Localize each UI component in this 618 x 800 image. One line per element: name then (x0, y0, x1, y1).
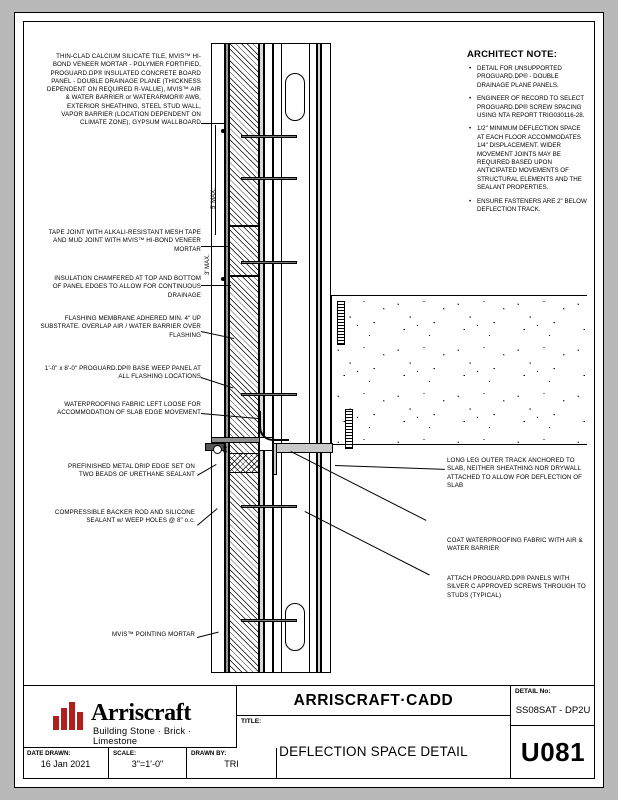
scale-label: SCALE: (113, 750, 137, 757)
callout-coat-fabric: COAT WATERPROOFING FABRIC WITH AIR & WATER BARRIER (447, 537, 583, 553)
backer-rod (213, 445, 222, 454)
track-leg (273, 443, 277, 475)
stud-line-d (309, 451, 310, 673)
stud-punchout-top (285, 73, 305, 121)
stud-punchout-bottom (285, 603, 305, 651)
callout-waterproofing-fabric: WATERPROOFING FABRIC LEFT LOOSE FOR ACCOMMODATION OF SLAB EDGE MOVEMENT (57, 401, 201, 417)
detail-no-label: DETAIL No: (515, 688, 551, 695)
blank-cell (277, 748, 511, 778)
dimension-5ft-max: 5' MAX. (211, 188, 217, 209)
callout-tape-joint: TAPE JOINT WITH ALKALI-RESISTANT MESH TAPE AND MUD JOINT WITH MVIS™ HI-BOND VENEER MORTAR (48, 229, 201, 253)
panel-joint-chamfer (229, 225, 259, 227)
panel-screw-4 (241, 393, 297, 396)
scale-value: 3"=1'-0" (131, 759, 164, 769)
base-weep-panel (229, 453, 259, 473)
scale-cell (109, 748, 187, 778)
waterproofing-fabric (259, 411, 289, 441)
cadd-cell (237, 686, 511, 716)
cadd-label: ARRISCRAFT·CADD (293, 692, 454, 709)
dimension-half-inch: 1/2" (223, 443, 229, 453)
title-block (23, 685, 595, 779)
detail-no-value: SS08SAT - DP2U (515, 705, 591, 716)
date-drawn-value: 16 Jan 2021 (40, 759, 91, 769)
panel-screw-6 (241, 619, 297, 622)
dim-dot-mid (221, 277, 225, 281)
callout-base-weep-panel: 1'-0" x 8'-0" PROGUARD.DP® BASE WEEP PANEL AT ALL FLASHING LOCATIONS (44, 365, 201, 381)
arriscraft-logo-icon (53, 702, 83, 730)
detail-no-cell (511, 686, 595, 726)
leader-2 (201, 246, 229, 247)
panel-screw-2 (241, 177, 297, 180)
detail-title-value: DEFLECTION SPACE DETAIL (279, 744, 468, 759)
drawn-by-value: TRI (224, 759, 239, 769)
stud-line-a (281, 43, 282, 443)
dim-dot-top (221, 129, 225, 133)
architect-note-item: • 1/2" MINIMUM DEFLECTION SPACE AT EACH FLOOR ACCOMMODATES 1/4" DISPLACEMENT. WIDER MOVEMENT JOINTS MAY BE REQUIRED BASED UPON ANTICIPATED MOVEMENTS OF STRUCTURAL ELEMENTS AND THE SEALANT PROPERTIES. (477, 125, 587, 192)
aggregate-triangle (371, 323, 379, 329)
callout-pointing-mortar: MVIS™ POINTING MORTAR (112, 631, 195, 638)
sheet-no-cell (511, 726, 595, 778)
stud-line-c (281, 451, 282, 673)
deflection-track (273, 443, 333, 453)
stud-line-b (309, 43, 310, 443)
logo-cell (23, 686, 237, 748)
concrete-aggregate (331, 295, 587, 445)
title-label: TITLE: (241, 718, 262, 725)
callout-long-leg-track: LONG LEG OUTER TRACK ANCHORED TO SLAB, NEITHER SHEATHING NOR DRYWALL ATTACHED TO ALLOW FOR DEFLECTION OF SLAB (447, 457, 583, 489)
brand-tagline: Building Stone · Brick · Limestone (93, 726, 192, 746)
architect-note-list (467, 65, 587, 215)
drawn-by-label: DRAWN BY: (191, 750, 227, 757)
callout-drip-edge: PREFINISHED METAL DRIP EDGE SET ON TWO BEADS OF URETHANE SEALANT (68, 463, 195, 479)
panel-screw-1 (241, 135, 297, 138)
panel-joint-chamfer-2 (229, 275, 259, 277)
brand-name: Arriscraft (91, 700, 191, 726)
callout-backer-rod: COMPRESSIBLE BACKER ROD AND SILICONE SEALANT w/ WEEP HOLES @ 8" o.c. (54, 509, 195, 525)
architect-note-item: • ENSURE FASTENERS ARE 2" BELOW DEFLECTION TRACK. (477, 198, 587, 215)
architect-note-title: ARCHITECT NOTE: (467, 49, 558, 60)
dimension-3ft-max: 3' MAX. (205, 254, 211, 275)
titleblock-bottom-row (23, 748, 511, 778)
date-drawn-label: DATE DRAWN: (27, 750, 71, 757)
sheet-no-value: U081 (520, 737, 586, 767)
callout-attach-panels: ATTACH PROGUARD.DP® PANELS WITH SILVER C APPROVED SCREWS THROUGH TO STUDS (TYPICAL) (447, 575, 586, 599)
leader-3 (201, 285, 231, 286)
architect-note-item: • DETAIL FOR UNSUPPORTED PROGUARD.DP® - DOUBLE DRAINAGE PLANE PANELS. (477, 65, 587, 90)
fastener-screw-lower (345, 409, 353, 449)
callout-wall-assembly: THIN-CLAD CALCIUM SILICATE TILE, MVIS™ HI-BOND VENEER MORTAR - POLYMER FORTIFIED, PROGUARD.DP® INSULATED CONCRETE BOARD PANEL - DOUBLE DRAINAGE PLANE (THICKNESS DEPENDENT ON REQUIRED R-VALUE), MVIS™ AIR & WATER BARRIER or WATERARMOR® AWB, EXTERIOR SHEATHING, STEEL STUD WALL, VAPOR BARRIER (LOCATION DEPENDENT ON CLIMATE ZONE), GYPSUM WALLBOARD (46, 53, 201, 127)
dim-line-5ft (215, 125, 216, 235)
panel-screw-5 (241, 505, 297, 508)
leader-1 (201, 123, 225, 124)
layer-gypsum-wallboard (321, 43, 331, 673)
layer-thin-clad-tile (211, 43, 225, 673)
architect-note (467, 49, 587, 220)
architect-note-item: • ENGINEER OF RECORD TO SELECT PROGUARD.DP® SCREW SPACING USING NTA REPORT TRIG030116-28. (477, 95, 587, 120)
callout-insulation-chamfer: INSULATION CHAMFERED AT TOP AND BOTTOM OF PANEL EDGES TO ALLOW FOR CONTINUOUS DRAINAGE (52, 275, 201, 299)
drawn-by-cell (187, 748, 277, 778)
panel-screw-3 (241, 261, 297, 264)
fastener-screw-upper (337, 301, 345, 345)
slab-edge (331, 295, 332, 445)
callout-flashing-membrane: FLASHING MEMBRANE ADHERED MIN. 4" UP SUBSTRATE. OVERLAP AIR / WATER BARRIER OVER FLASHING (40, 315, 201, 339)
date-drawn-cell (23, 748, 109, 778)
leader-r1 (335, 465, 445, 470)
drawing-sheet (14, 12, 604, 788)
